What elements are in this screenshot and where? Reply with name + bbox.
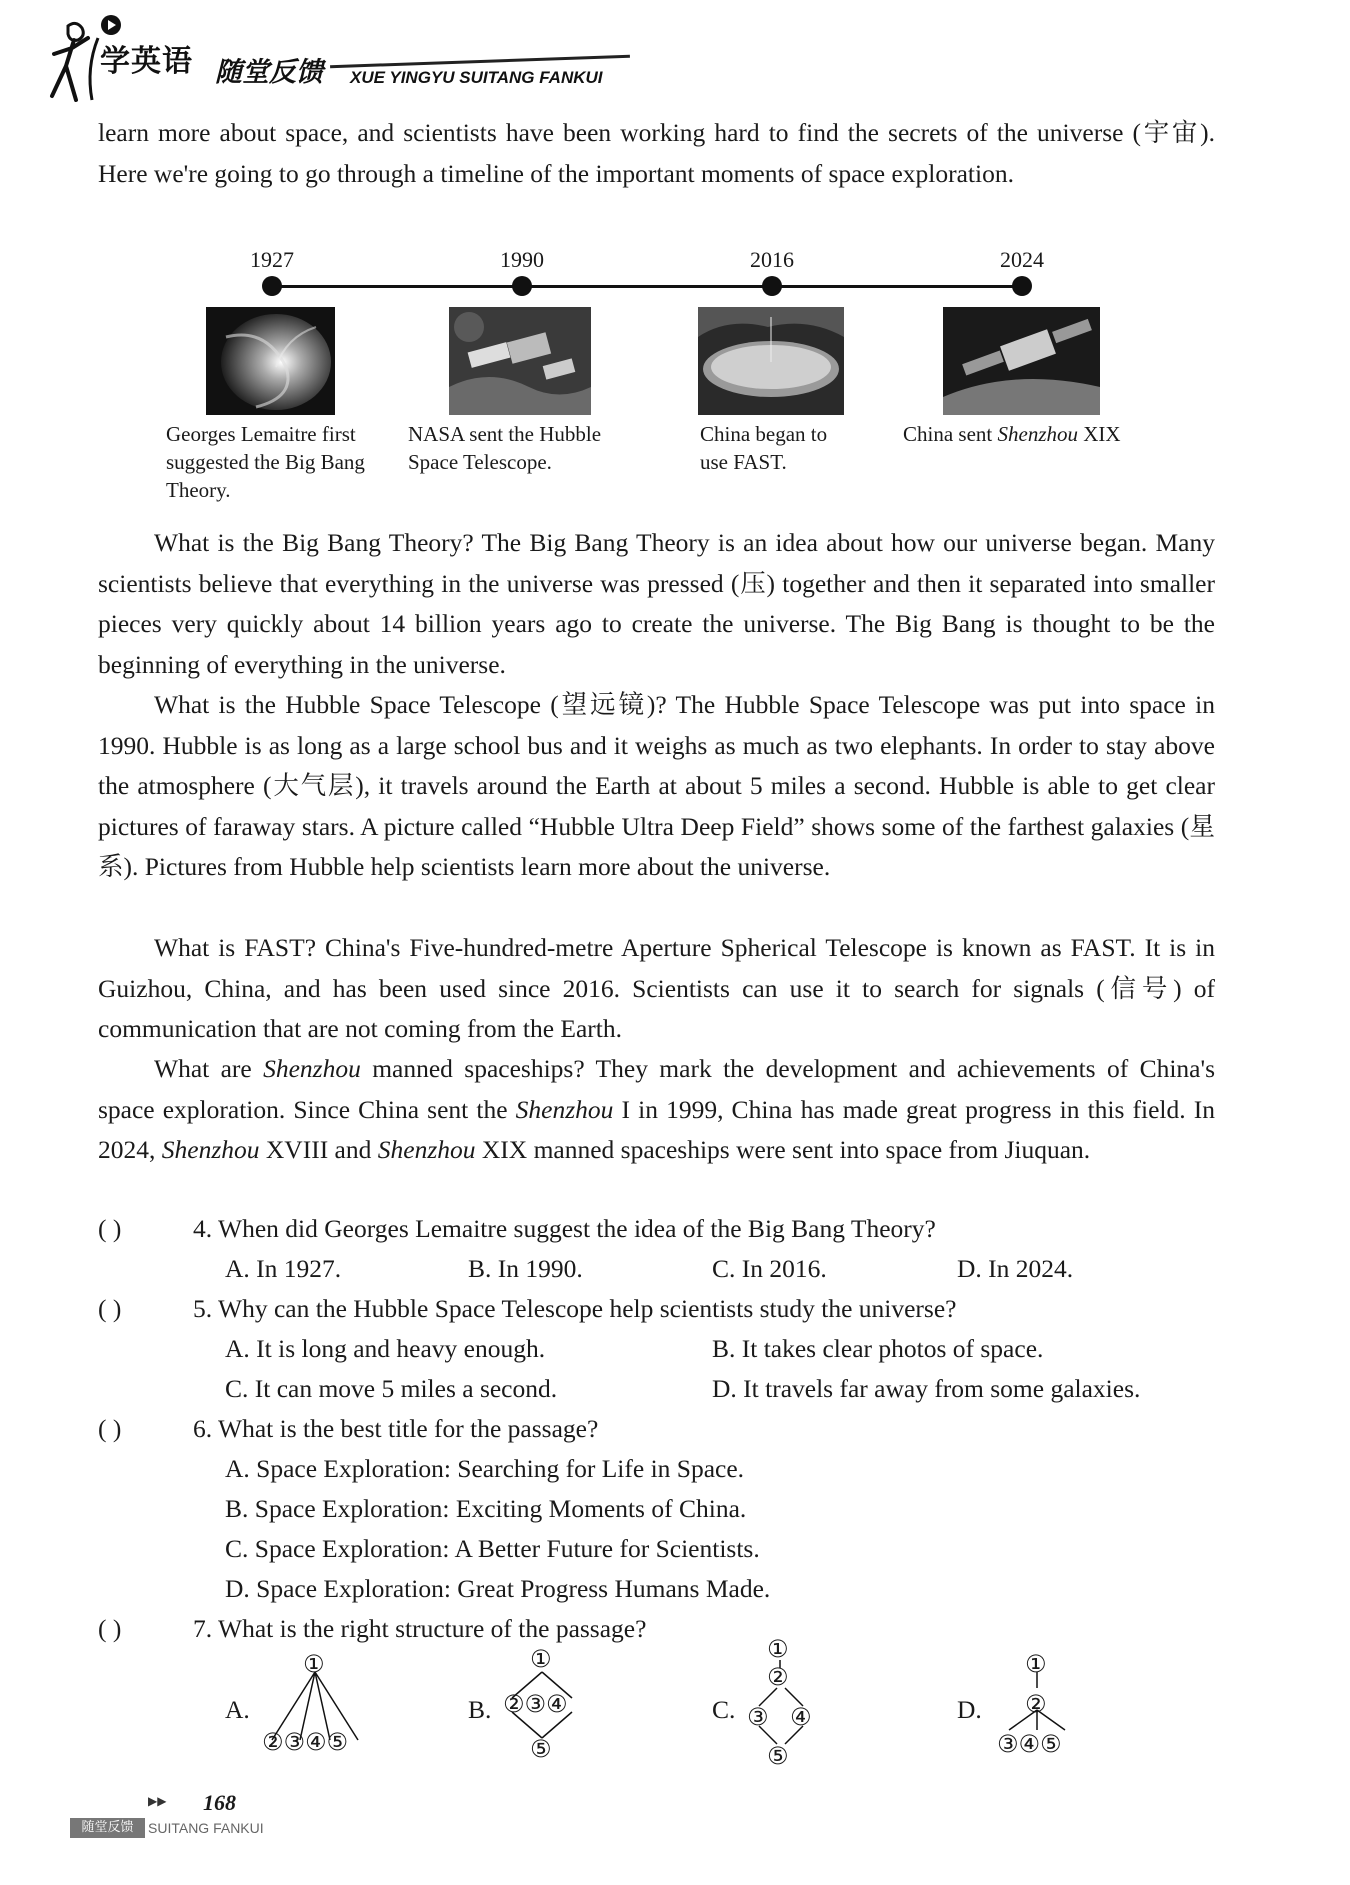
paragraph-hubble: What is the Hubble Space Telescope (望远镜)? The Hubble Space Telescope was put into space in 1990. Hubble is as long as a large school bus and it weighs as much as two elephants. In order to stay above the atmosphere (大气层), it travels around the Earth at about 5 miles a second. Hubble is able to get clear pictures of faraway stars. A picture called “Hubble Ultra Deep Field” shows some of the farthest galaxies (星系). Pictures from Hubble help scientists learn more about the universe. bbox=[98, 690, 1215, 881]
node-1: ① bbox=[767, 1635, 789, 1663]
option-c[interactable]: C. bbox=[712, 1695, 736, 1724]
answer-bracket[interactable]: ( ) bbox=[98, 1294, 122, 1323]
nodes-bottom: ③④⑤ bbox=[997, 1730, 1062, 1758]
node-2: ② bbox=[767, 1663, 789, 1691]
timeline-dot bbox=[512, 276, 532, 296]
header-title-en: XUE YINGYU SUITANG FANKUI bbox=[350, 68, 603, 87]
timeline-caption: Georges Lemaitre first suggested the Big Bang Theory. bbox=[166, 422, 365, 502]
fast-telescope-image bbox=[698, 307, 844, 415]
play-icon bbox=[100, 14, 122, 36]
option-a[interactable]: A. In 1927. bbox=[225, 1254, 342, 1283]
answer-bracket[interactable]: ( ) bbox=[98, 1214, 122, 1243]
galaxy-image bbox=[206, 307, 335, 415]
timeline-dot bbox=[762, 276, 782, 296]
intro-paragraph: learn more about space, and scientists have been working hard to find the secrets of the universe (宇宙). Here we're going to go through a timeline of the important moments of space exploration. bbox=[98, 118, 1215, 188]
answer-bracket[interactable]: ( ) bbox=[98, 1414, 122, 1443]
node-5: ⑤ bbox=[767, 1742, 789, 1770]
option-b[interactable]: B. bbox=[468, 1695, 492, 1724]
option-c[interactable]: C. Space Exploration: A Better Future for Scientists. bbox=[225, 1534, 760, 1563]
timeline-caption: NASA sent the Hubble Space Telescope. bbox=[408, 422, 602, 474]
header-title: 学英语 bbox=[100, 44, 193, 79]
timeline-year: 2016 bbox=[750, 247, 794, 272]
option-c[interactable]: C. It can move 5 miles a second. bbox=[225, 1374, 558, 1403]
paragraph-fast: What is FAST? China's Five-hundred-metre Aperture Spherical Telescope is known as FAST. It is in Guizhou, China, and has been used since 2016. Scientists can use it to search for signals (信号) of communication that are not coming from the Earth. bbox=[98, 933, 1215, 1043]
header-divider bbox=[330, 55, 630, 68]
header-logo-figure-icon bbox=[38, 18, 108, 106]
hubble-telescope-image bbox=[449, 307, 591, 415]
node-2: ② bbox=[1025, 1690, 1047, 1718]
footer-label: 随堂反馈 bbox=[70, 1818, 145, 1838]
answer-bracket[interactable]: ( ) bbox=[98, 1614, 122, 1643]
option-b[interactable]: B. It takes clear photos of space. bbox=[712, 1334, 1044, 1363]
node-4: ④ bbox=[790, 1703, 812, 1731]
option-a[interactable]: A. bbox=[225, 1695, 250, 1724]
node-3: ③ bbox=[747, 1703, 769, 1731]
paragraph-shenzhou: What are Shenzhou manned spaceships? They mark the development and achievements of China's space exploration. Since China sent the Shenzhou I in 1999, China has made great progress in this field. In 2024, Shenzhou XVIII and Shenzhou XIX manned spaceships were sent into space from Jiuquan. bbox=[98, 1054, 1215, 1164]
nodes-bottom: ②③④⑤ bbox=[262, 1728, 349, 1756]
timeline-dot bbox=[1012, 276, 1032, 296]
option-d[interactable]: D. It travels far away from some galaxies. bbox=[712, 1374, 1141, 1403]
node-1: ① bbox=[1025, 1650, 1047, 1678]
option-a[interactable]: A. Space Exploration: Searching for Life in Space. bbox=[225, 1454, 745, 1483]
question-stem: 5. Why can the Hubble Space Telescope help scientists study the universe? bbox=[193, 1294, 957, 1323]
timeline-year: 1927 bbox=[250, 247, 294, 272]
page-number: 168 bbox=[203, 1790, 236, 1815]
node-1: ① bbox=[530, 1645, 552, 1673]
option-c[interactable]: C. In 2016. bbox=[712, 1254, 827, 1283]
nodes-middle: ②③④ bbox=[503, 1690, 568, 1718]
option-d[interactable]: D. bbox=[957, 1695, 982, 1724]
question-stem: 7. What is the right structure of the passage? bbox=[193, 1614, 647, 1643]
option-b[interactable]: B. In 1990. bbox=[468, 1254, 583, 1283]
question-stem: 6. What is the best title for the passage? bbox=[193, 1414, 599, 1443]
option-a[interactable]: A. It is long and heavy enough. bbox=[225, 1334, 546, 1363]
option-d[interactable]: D. Space Exploration: Great Progress Humans Made. bbox=[225, 1574, 771, 1603]
footer-label-en: SUITANG FANKUI bbox=[148, 1820, 264, 1836]
paragraph-big-bang: What is the Big Bang Theory? The Big Bang Theory is an idea about how our universe began. Many scientists believe that everything in the universe was pressed (压) together and then it separated into smaller pieces very quickly about 14 billion years ago to create the universe. The Big Bang is thought to be the beginning of everything in the universe. bbox=[98, 528, 1215, 679]
timeline-caption: China sent Shenzhou XIX bbox=[903, 422, 1121, 446]
option-b[interactable]: B. Space Exploration: Exciting Moments of China. bbox=[225, 1494, 747, 1523]
timeline-year: 1990 bbox=[500, 247, 544, 272]
node-1: ① bbox=[303, 1650, 325, 1678]
header-subtitle: 随堂反馈 bbox=[215, 57, 323, 88]
page-arrows-icon: ▶▶ bbox=[148, 1794, 167, 1808]
question-stem: 4. When did Georges Lemaitre suggest the idea of the Big Bang Theory? bbox=[193, 1214, 936, 1243]
timeline-dot bbox=[262, 276, 282, 296]
timeline-line bbox=[270, 285, 1022, 288]
timeline-year: 2024 bbox=[1000, 247, 1044, 272]
spaceship-image bbox=[943, 307, 1100, 415]
option-d[interactable]: D. In 2024. bbox=[957, 1254, 1074, 1283]
timeline-caption: China began to use FAST. bbox=[700, 422, 828, 474]
node-5: ⑤ bbox=[530, 1735, 552, 1763]
